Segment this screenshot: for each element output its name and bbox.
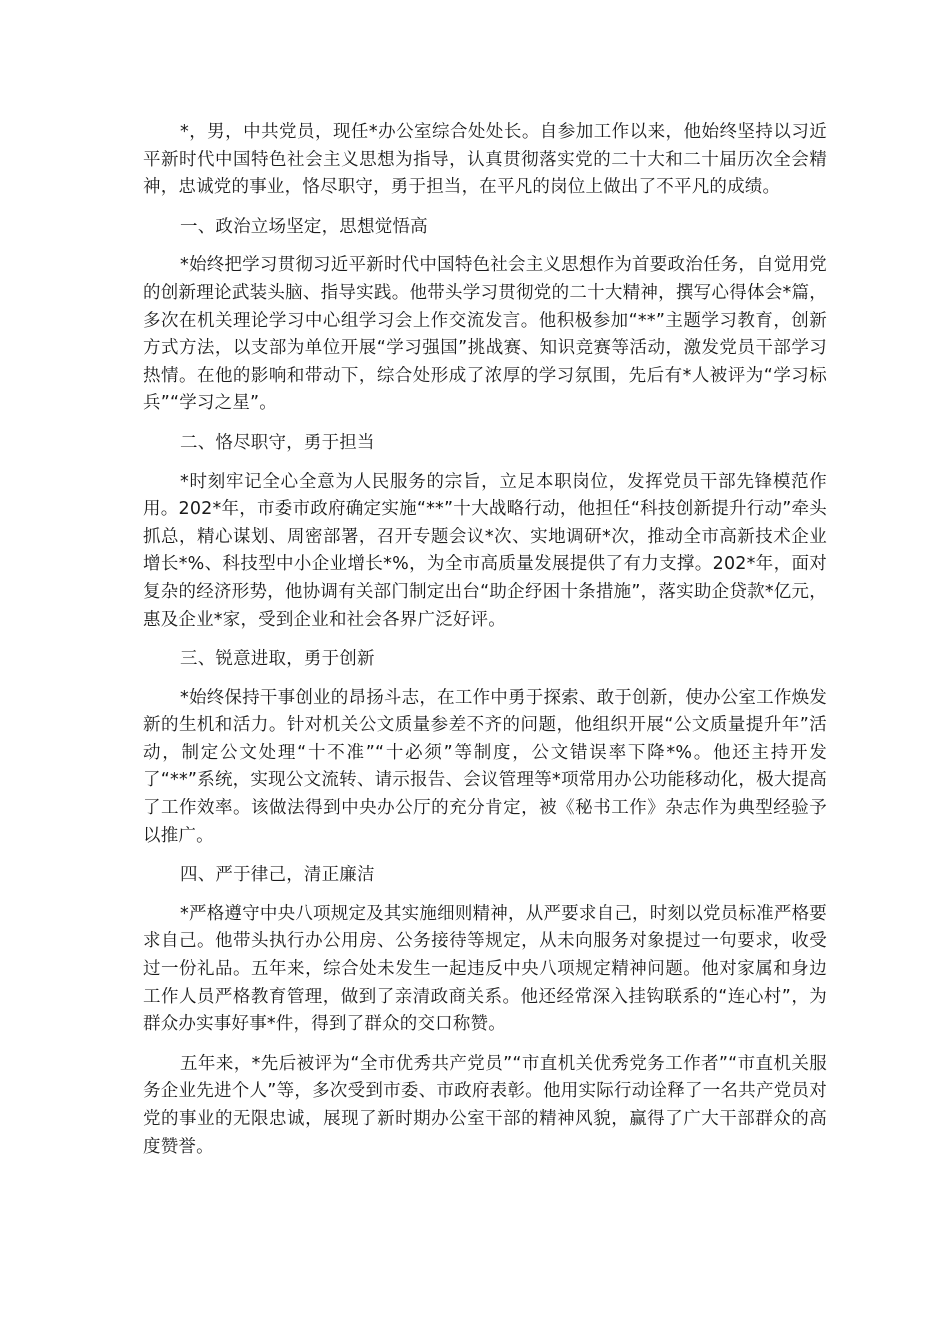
section-body-integrity: *严格遵守中央八项规定及其实施细则精神，从严要求自己，时刻以党员标准严格要求自己。他带头执行办公用房、公务接待等规定，从未向服务对象提过一句要求，收受过一份礼品。五年来，综合处未发生一起违反中央八项规定精神问题。他对家属和身边工作人员严格教育管理，做到了亲清政商关系。他还经常深入挂钩联系的“连心村”，为群众办实事好事*件，得到了群众的交口称赞。 <box>143 903 827 1035</box>
conclusion-paragraph: 五年来，*先后被评为“全市优秀共产党员”“市直机关优秀党务工作者”“市直机关服务企业先进个人”等，多次受到市委、市政府表彰。他用实际行动诠释了一名共产党员对党的事业的无限忠诚，展现了新时期办公室干部的精神风貌，赢得了广大干部群众的高度赞誉。 <box>143 1053 827 1157</box>
section-heading-integrity: 四、严于律己，清正廉洁 <box>180 865 375 886</box>
section-heading-political: 一、政治立场坚定，思想觉悟高 <box>180 216 428 237</box>
section-heading-innovation: 三、锐意进取，勇于创新 <box>180 649 375 670</box>
section-heading-duty: 二、恪尽职守，勇于担当 <box>180 432 375 453</box>
section-body-political: *始终把学习贯彻习近平新时代中国特色社会主义思想作为首要政治任务，自觉用党的创新理论武装头脑、指导实践。他带头学习贯彻党的二十大精神，撰写心得体会*篇，多次在机关理论学习中心组学习会上作交流发言。他积极参加“**”主题学习教育，创新方式方法，以支部为单位开展“学习强国”挑战赛、知识竞赛等活动，激发党员干部学习热情。在他的影响和带动下，综合处形成了浓厚的学习氛围，先后有*人被评为“学习标兵”“学习之星”。 <box>143 255 827 414</box>
intro-paragraph: *，男，中共党员，现任*办公室综合处处长。自参加工作以来，他始终坚持以习近平新时代中国特色社会主义思想为指导，认真贯彻落实党的二十大和二十届历次全会精神，忠诚党的事业，恪尽职守，勇于担当，在平凡的岗位上做出了不平凡的成绩。 <box>143 122 827 198</box>
section-body-duty: *时刻牢记全心全意为人民服务的宗旨，立足本职岗位，发挥党员干部先锋模范作用。202*年，市委市政府确定实施“**”十大战略行动，他担任“科技创新提升行动”牵头抓总，精心谋划、周密部署，召开专题会议*次、实地调研*次，推动全市高新技术企业增长*%、科技型中小企业增长*%，为全市高质量发展提供了有力支撑。202*年，面对复杂的经济形势，他协调有关部门制定出台“助企纾困十条措施”，落实助企贷款*亿元，惠及企业*家，受到企业和社会各界广泛好评。 <box>143 471 827 630</box>
section-body-innovation: *始终保持干事创业的昂扬斗志，在工作中勇于探索、敢于创新，使办公室工作焕发新的生机和活力。针对机关公文质量参差不齐的问题，他组织开展“公文质量提升年”活动，制定公文处理“十不准”“十必须”等制度，公文错误率下降*%。他还主持开发了“**”系统，实现公文流转、请示报告、会议管理等*项常用办公功能移动化，极大提高了工作效率。该做法得到中央办公厅的充分肯定，被《秘书工作》杂志作为典型经验予以推广。 <box>143 687 827 846</box>
document-page <box>143 119 827 1161</box>
